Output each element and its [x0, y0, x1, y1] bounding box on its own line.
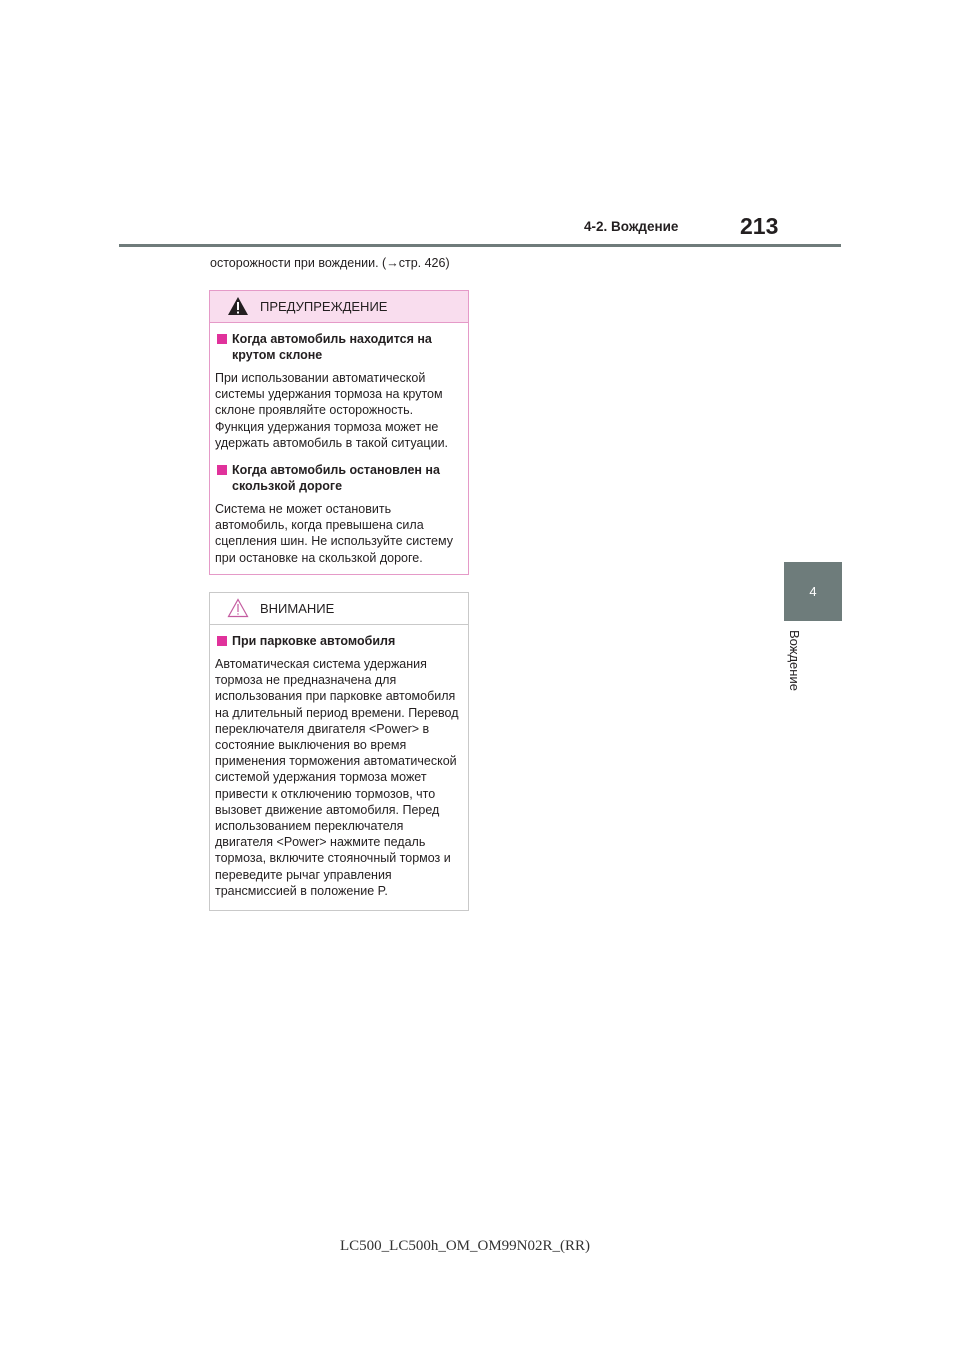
- square-bullet-icon: [217, 636, 227, 646]
- document-code: LC500_LC500h_OM_OM99N02R_(RR): [340, 1238, 591, 1254]
- warning-paragraph-2: Система не может остановить автомобиль, когда превышена сила сцепления шин. Не используйте систему при остановке на скользкой дороге.: [215, 502, 453, 565]
- warning-subheading-1: Когда автомобиль находится на крутом склоне: [215, 331, 463, 363]
- warning-box-header: [210, 291, 468, 323]
- warning-box-title: ПРЕДУПРЕЖДЕНИЕ: [260, 299, 388, 314]
- square-bullet-icon: [217, 334, 227, 344]
- warning-triangle-outline-icon: [227, 598, 249, 618]
- warning-subheading-2: Когда автомобиль остановлен на скользкой дороге: [215, 462, 463, 494]
- caution-box: [209, 592, 469, 911]
- page-number: 213: [740, 213, 779, 239]
- caution-box-header: [210, 593, 468, 625]
- caution-paragraph-1: Автоматическая система удержания тормоза не предназначена для использования при парковке автомобиля на длительный период времени. Перевод переключателя двигателя <Power> в состояние выключения во время применения торможения автоматической системой удержания тормоза может привести к отключению тормозов, что вызовет движение автомобиля. Перед использованием переключателя двигателя <Power> нажмите педаль тормоза, включите стояночный тормоз и переведите рычаг управления трансмиссией в положение P.: [215, 657, 459, 898]
- section-title: 4-2. Вождение: [584, 219, 679, 234]
- intro-text: осторожности при вождении. (→стр. 426): [210, 256, 450, 270]
- warning-box: [209, 290, 469, 575]
- header-rule: [119, 244, 841, 247]
- chapter-tab[interactable]: [784, 562, 842, 621]
- warning-paragraph-1: При использовании автоматической системы удержания тормоза на крутом склоне проявляйте осторожность. Функция удержания тормоза может не удержать автомобиль в такой ситуации.: [215, 371, 449, 450]
- chapter-label: Вождение: [787, 630, 802, 691]
- caution-box-title: ВНИМАНИЕ: [260, 601, 335, 616]
- chapter-number: 4: [809, 584, 817, 599]
- caution-subheading-1: При парковке автомобиля: [215, 633, 463, 649]
- square-bullet-icon: [217, 465, 227, 475]
- warning-triangle-filled-icon: [227, 296, 249, 316]
